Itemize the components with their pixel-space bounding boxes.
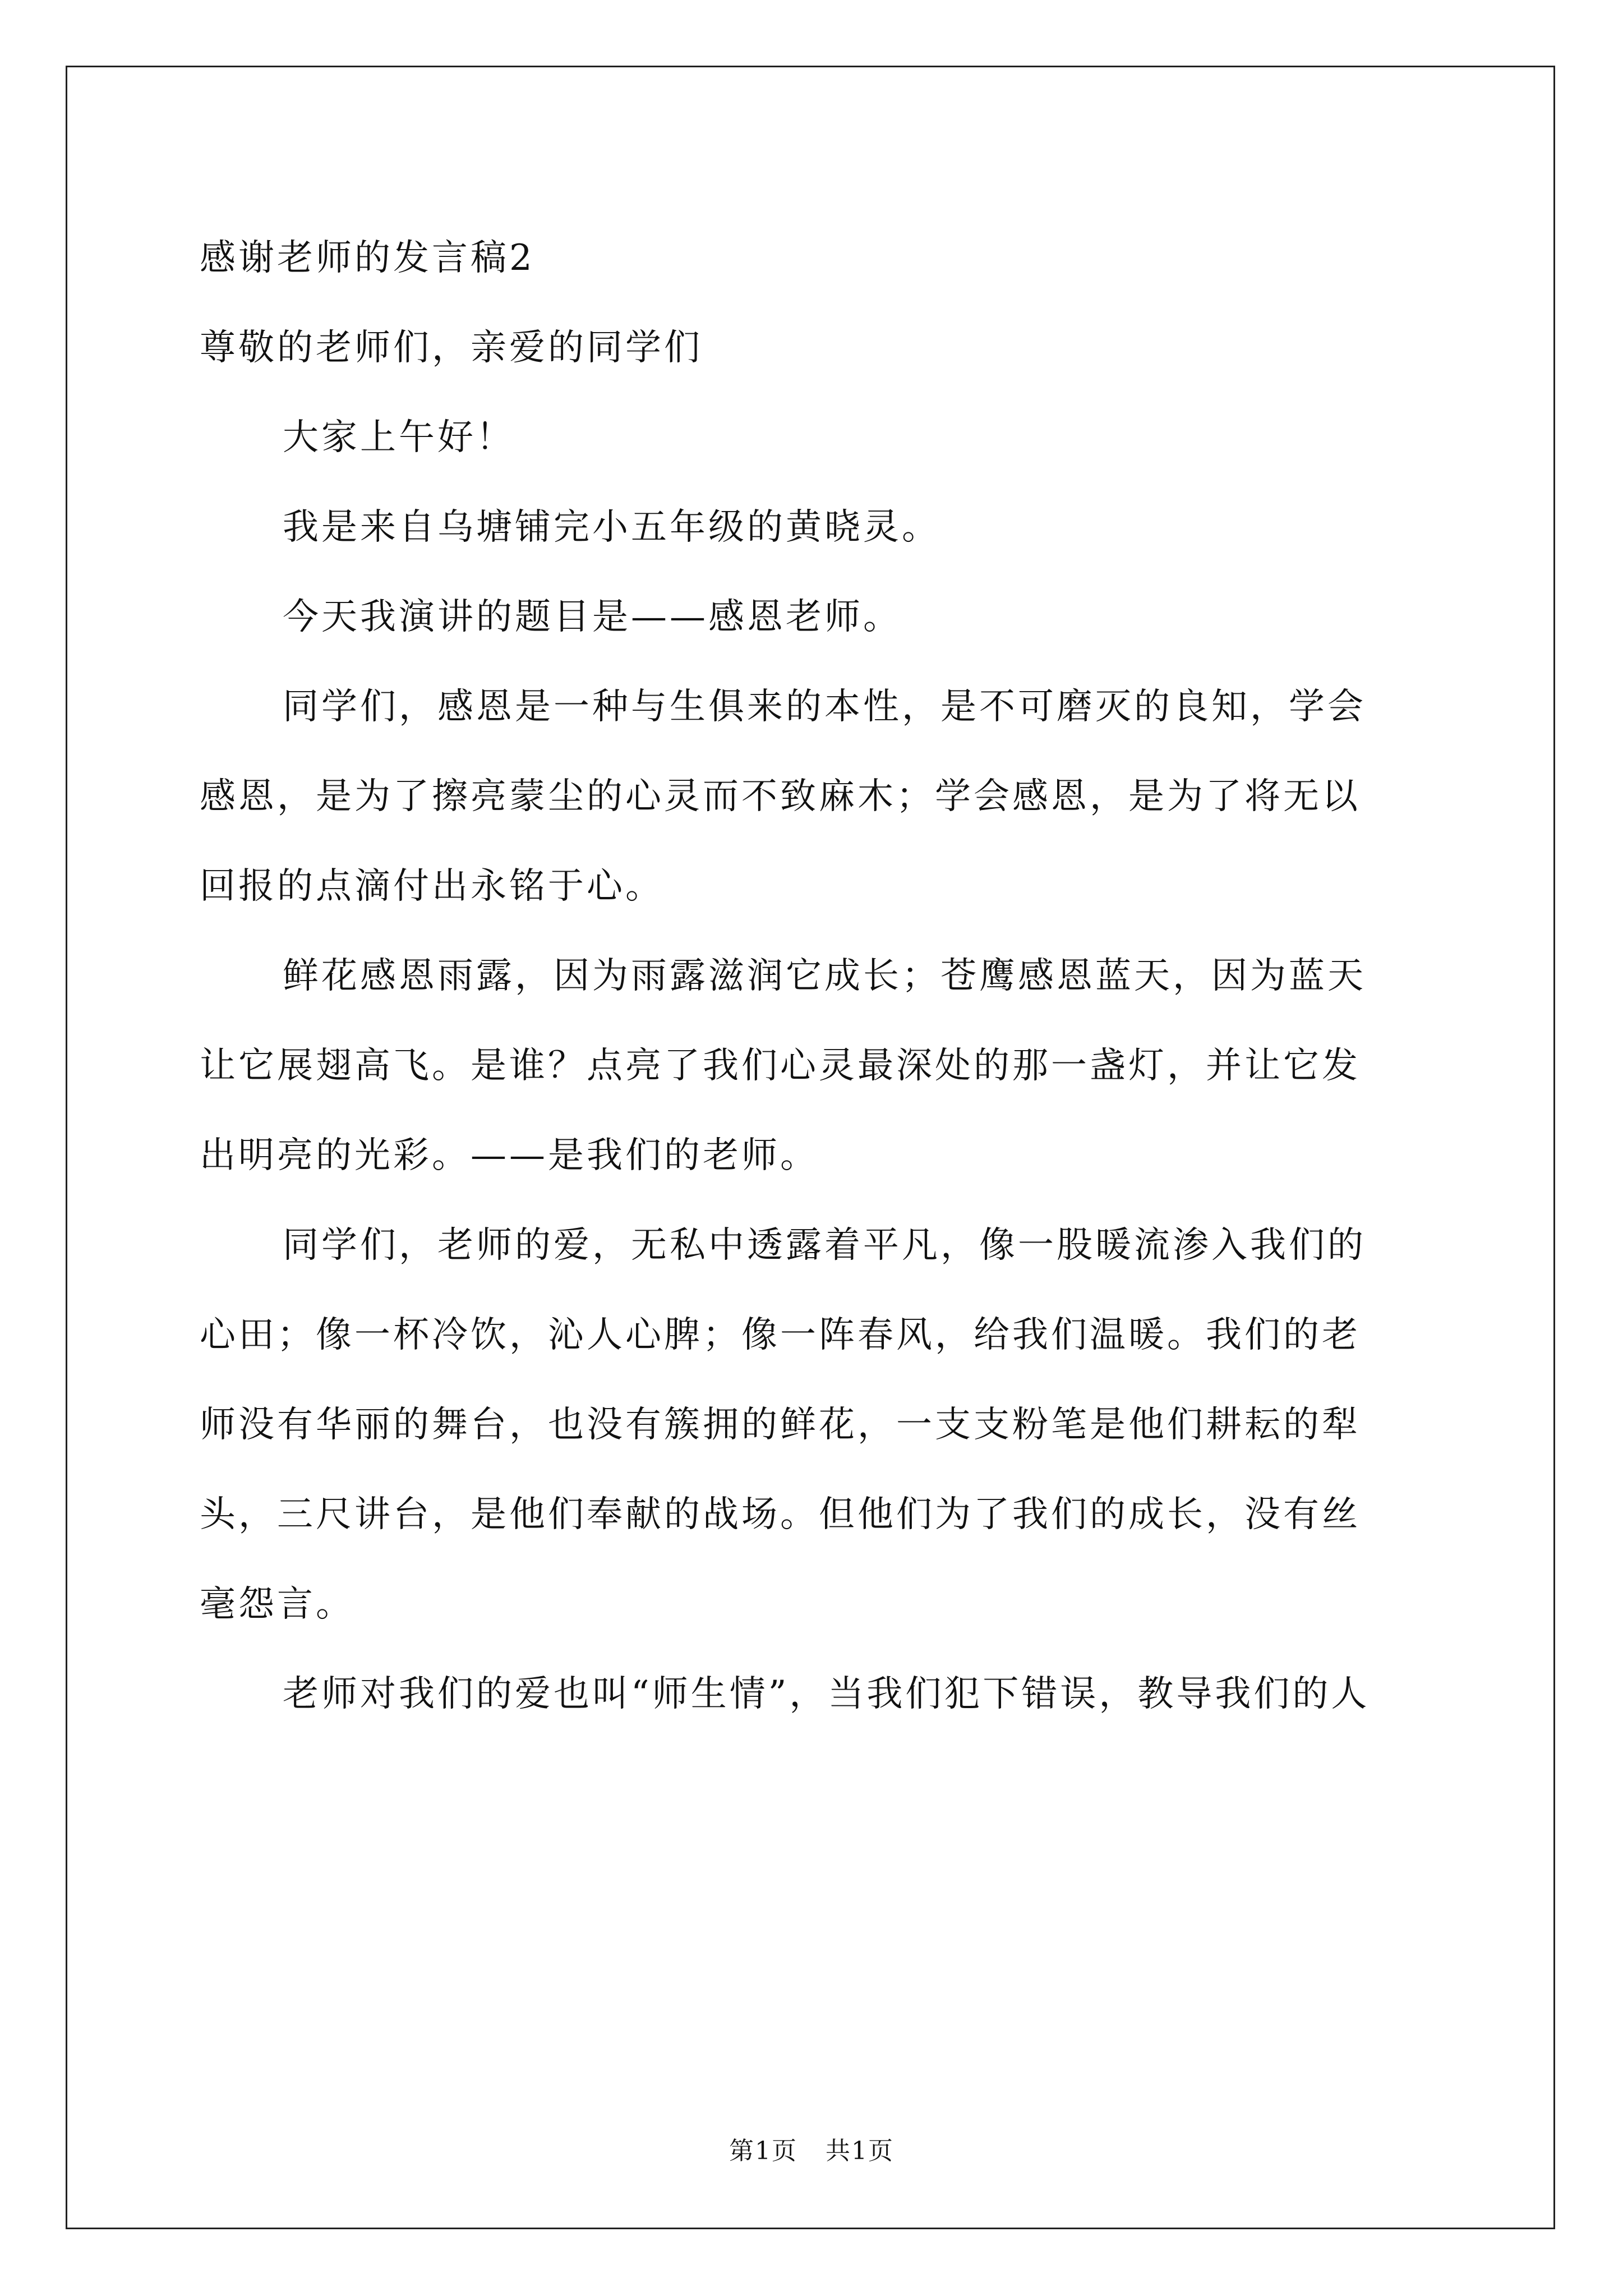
- page-total: 共1页: [826, 2137, 894, 2165]
- text-line: 出明亮的光彩。——是我们的老师。: [200, 1135, 819, 1176]
- text-line: 头，三尺讲台，是他们奉献的战场。但他们为了我们的成长，没有丝: [200, 1494, 1361, 1535]
- text-line: 鲜花感恩雨露，因为雨露滋润它成长；苍鹰感恩蓝天，因为蓝天: [283, 955, 1366, 997]
- text-line: 回报的点滴付出永铭于心。: [200, 866, 664, 907]
- text-line: 同学们，感恩是一种与生俱来的本性，是不可磨灭的良知，学会: [283, 686, 1366, 728]
- text-line: 老师对我们的爱也叫“师生情”，当我们犯下错误，教导我们的人: [283, 1673, 1370, 1715]
- text-line: 感恩，是为了擦亮蒙尘的心灵而不致麻木；学会感恩，是为了将无以: [200, 776, 1361, 817]
- page-footer: [0, 2134, 1623, 2168]
- salutation: 尊敬的老师们，亲爱的同学们: [200, 327, 703, 369]
- text-line: 今天我演讲的题目是——感恩老师。: [283, 596, 902, 638]
- paragraph-lines: [200, 393, 1433, 1739]
- document-body: [200, 213, 1433, 1739]
- text-line: 让它展翅高飞。是谁？点亮了我们心灵最深处的那一盏灯，并让它发: [200, 1045, 1361, 1087]
- text-line: 心田；像一杯冷饮，沁人心脾；像一阵春风，给我们温暖。我们的老: [200, 1314, 1361, 1356]
- page-number: 第1页: [729, 2137, 797, 2165]
- text-line: 我是来自乌塘铺完小五年级的黄晓灵。: [283, 507, 940, 548]
- document-title: 感谢老师的发言稿2: [200, 237, 535, 279]
- text-line: 大家上午好！: [283, 417, 515, 458]
- text-line: 毫怨言。: [200, 1584, 354, 1625]
- text-line: 师没有华丽的舞台，也没有簇拥的鲜花，一支支粉笔是他们耕耘的犁: [200, 1404, 1361, 1446]
- text-line: 同学们，老师的爱，无私中透露着平凡，像一股暖流渗入我们的: [283, 1225, 1366, 1266]
